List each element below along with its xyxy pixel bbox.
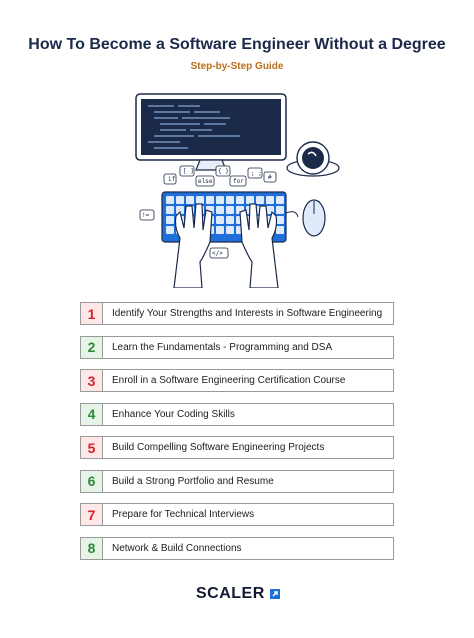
svg-text:else: else bbox=[198, 178, 213, 185]
keyboard-key bbox=[276, 226, 284, 234]
step-item bbox=[80, 403, 394, 426]
keyboard-key bbox=[166, 216, 174, 224]
svg-text:[ ]: [ ] bbox=[183, 168, 194, 175]
step-label: Identify Your Strengths and Interests in Software Engineering bbox=[112, 308, 383, 319]
step-number: 8 bbox=[81, 538, 103, 559]
keyboard-key bbox=[216, 196, 224, 204]
step-label: Prepare for Technical Interviews bbox=[112, 509, 255, 520]
step-label: Network & Build Connections bbox=[112, 542, 242, 554]
step-item bbox=[80, 302, 394, 325]
step-label: Learn the Fundamentals - Programming and DSA bbox=[112, 341, 333, 353]
step-item bbox=[80, 436, 394, 459]
keyboard-key bbox=[246, 196, 254, 204]
step-number: 7 bbox=[81, 504, 103, 525]
keyboard-key bbox=[206, 196, 214, 204]
keyboard-key bbox=[216, 216, 224, 224]
step-number: 1 bbox=[81, 303, 103, 324]
keyboard-key bbox=[216, 226, 224, 234]
keyboard-key bbox=[276, 206, 284, 214]
keyboard-key bbox=[216, 206, 224, 214]
keyboard-key bbox=[196, 196, 204, 204]
scaler-logo bbox=[196, 585, 281, 603]
step-label: Build a Strong Portfolio and Resume bbox=[112, 475, 274, 487]
page-title: How To Become a Software Engineer Without a Degree bbox=[28, 36, 446, 53]
keyboard-key bbox=[236, 196, 244, 204]
keyboard-key bbox=[166, 206, 174, 214]
svg-text:</>: </> bbox=[212, 250, 223, 257]
keyboard-key bbox=[166, 196, 174, 204]
steps-list bbox=[80, 302, 394, 570]
svg-text:if: if bbox=[168, 176, 176, 183]
step-number: 4 bbox=[81, 404, 103, 425]
step-item bbox=[80, 470, 394, 493]
brand-name: SCALER bbox=[196, 585, 265, 602]
keyboard-key bbox=[226, 206, 234, 214]
keyboard-key bbox=[276, 216, 284, 224]
keyboard-key bbox=[266, 196, 274, 204]
step-item bbox=[80, 503, 394, 526]
keyboard-key bbox=[226, 216, 234, 224]
computer-monitor-icon bbox=[136, 94, 286, 170]
mouse-icon bbox=[286, 200, 325, 236]
step-label: Build Compelling Software Engineering Projects bbox=[112, 442, 325, 453]
step-item bbox=[80, 336, 394, 359]
step-item bbox=[80, 369, 394, 392]
step-number: 3 bbox=[81, 370, 103, 391]
svg-text:{ }: { } bbox=[218, 168, 229, 175]
scaler-logo-icon bbox=[269, 588, 281, 600]
svg-text:#: # bbox=[268, 174, 272, 181]
coffee-cup-icon bbox=[287, 142, 339, 176]
keyboard-key bbox=[226, 226, 234, 234]
keyboard-key bbox=[186, 196, 194, 204]
step-number: 5 bbox=[81, 437, 103, 458]
page-subtitle: Step-by-Step Guide bbox=[190, 61, 284, 72]
keyboard-key bbox=[226, 196, 234, 204]
svg-text:; ;: ; ; bbox=[251, 170, 262, 177]
keyboard-key bbox=[176, 196, 184, 204]
step-number: 2 bbox=[81, 337, 103, 358]
svg-text:!=: != bbox=[142, 212, 150, 219]
step-label: Enroll in a Software Engineering Certification Course bbox=[112, 375, 346, 386]
keyboard-key bbox=[256, 196, 264, 204]
keyboard-key bbox=[276, 196, 284, 204]
step-item bbox=[80, 537, 394, 560]
step-label: Enhance Your Coding Skills bbox=[112, 408, 235, 420]
step-number: 6 bbox=[81, 471, 103, 492]
svg-text:for: for bbox=[233, 178, 244, 185]
keyboard-key bbox=[166, 226, 174, 234]
developer-illustration bbox=[130, 88, 350, 288]
